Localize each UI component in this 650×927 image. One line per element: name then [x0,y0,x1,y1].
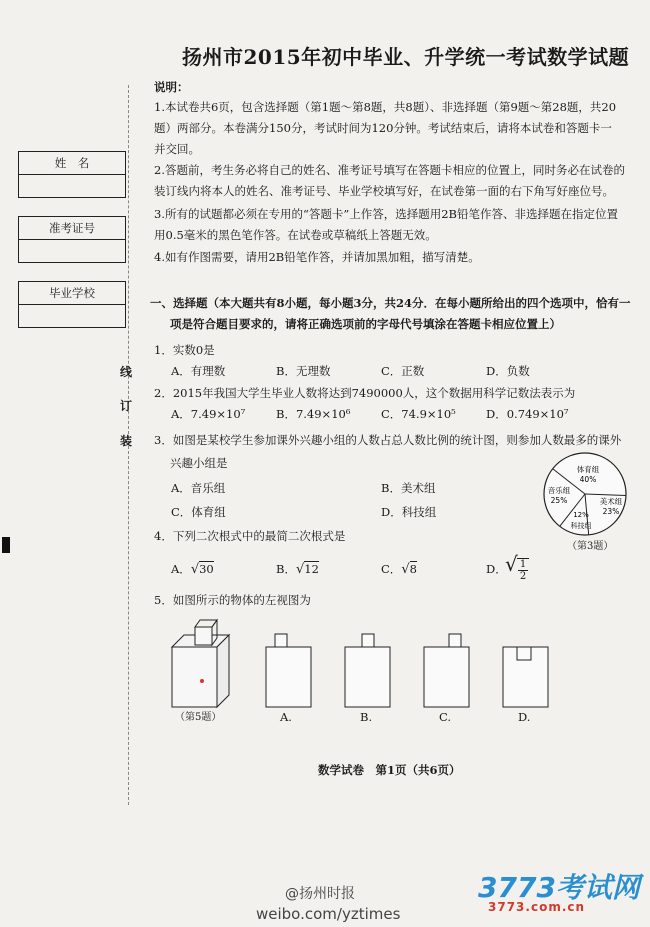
instruction-line: 1.本试卷共6页，包含选择题（第1题～第8题，共8题）、非选择题（第9题～第28题，共20 [154,100,617,114]
pie-label-music: 音乐组 [547,486,571,495]
binding-char-zhuang: 装 [120,434,133,448]
q1-option-a: A．有理数 [171,364,226,378]
instruction-line: 题）两部分。本卷满分150分，考试时间为120分钟。考试结束后，请将本试卷和答题卡一 [154,121,612,135]
weibo-handle: @扬州时报 [285,886,355,902]
exam-number-field[interactable] [19,240,125,262]
q2-option-b: B．7.49×10⁶ [276,407,351,421]
q5-option-b: B. [360,710,373,724]
q5-option-a: A. [280,710,292,724]
q4-option-c: C．√8 [381,562,417,577]
site-url: 3773.com.cn [488,900,586,914]
q4-option-a: A．√30 [171,562,214,577]
name-field[interactable] [19,175,125,197]
q5-solid-figure [172,620,229,707]
q5-figures [162,612,562,712]
q3-stem: 3．如图是某校学生参加课外兴趣小组的人数占总人数比例的统计图，则参加人数最多的课外 [154,433,622,447]
weibo-url: weibo.com/yztimes [256,905,401,923]
q1-option-b: B．无理数 [276,364,331,378]
q3-option-c: C．体育组 [171,505,226,519]
pie-caption: （第3题） [567,541,614,552]
section-header-cont: 项是符合题目要求的，请将正确选项前的字母代号填涂在答题卡相应位置上） [170,317,561,331]
q4-option-b: B．√12 [276,562,319,577]
q3-option-b: B．美术组 [381,481,436,495]
q1-option-d: D．负数 [486,364,530,378]
q5-option-d: D. [518,710,531,724]
view-option-c-figure [424,634,469,707]
q3-option-d: D．科技组 [381,505,437,519]
exam-number-box [18,216,126,263]
pie-pct-sport: 40% [579,475,597,484]
view-option-a-figure [266,634,311,707]
site-logo: 3773考试网 [478,871,640,904]
name-label: 姓 名 [19,152,125,175]
instruction-line: 用0.5毫米的黑色笔作答。在试卷或草稿纸上答题无效。 [154,228,437,242]
pie-pct-music: 25% [550,496,568,505]
q2-option-a: A．7.49×10⁷ [171,407,246,421]
exam-number-label: 准考证号 [19,217,125,240]
pie-label-tech: 科技组 [570,522,592,530]
instruction-line: 2.答题前，考生务必将自己的姓名、准考证号填写在答题卡相应的位置上，同时务必在试卷的 [154,163,625,177]
pie-label-art: 美术组 [599,497,623,506]
q1-option-c: C．正数 [381,364,425,378]
q4-stem: 4．下列二次根式中的最简二次根式是 [154,529,346,543]
binding-char-xian: 线 [120,365,133,379]
q3-pie-chart [535,452,635,536]
binding-char-ding: 订 [120,399,133,413]
view-option-b-figure [345,634,390,707]
q3-stem-cont: 兴趣小组是 [170,456,228,470]
q5-fig-caption: （第5题） [175,712,222,723]
q5-option-c: C. [439,710,452,724]
q4-option-d: D． √ 1 2 [486,552,507,582]
q2-stem: 2．2015年我国大学生毕业人数将达到7490000人，这个数据用科学记数法表示为 [154,386,576,400]
q5-stem: 5．如图所示的物体的左视图为 [154,593,311,607]
instructions-heading: 说明： [154,80,189,94]
q2-option-d: D．0.749×10⁷ [486,407,569,421]
q2-option-c: C．74.9×10⁵ [381,407,456,421]
q3-option-a: A．音乐组 [171,481,226,495]
view-option-d-figure [503,647,548,707]
instruction-line: 装订线内将本人的姓名、准考证号、毕业学校填写好，在试卷第一面的右下角写好座位号。 [154,184,614,198]
exam-title: 扬州市2015年初中毕业、升学统一考试数学试题 [182,45,630,69]
q1-stem: 1．实数0是 [154,343,215,357]
section-header: 一、选择题（本大题共有8小题，每小题3分，共24分．在每小题所给出的四个选项中，恰有一 [150,296,631,310]
school-box [18,281,126,328]
instruction-line: 并交回。 [154,142,200,156]
pie-label-sport: 体育组 [576,465,600,474]
pie-pct-art: 23% [602,507,620,516]
scan-mark [2,537,10,553]
name-box [18,151,126,198]
page-footer: 数学试卷 第1页（共6页） [318,763,461,777]
instruction-line: 4.如有作图需要，请用2B铅笔作答，并请加黑加粗，描写清楚。 [154,250,480,264]
school-label: 毕业学校 [19,282,125,305]
pie-pct-tech: 12% [573,511,589,519]
instruction-line: 3.所有的试题都必须在专用的“答题卡”上作答，选择题用2B铅笔作答、非选择题在指定位置 [154,207,618,221]
school-field[interactable] [19,305,125,327]
